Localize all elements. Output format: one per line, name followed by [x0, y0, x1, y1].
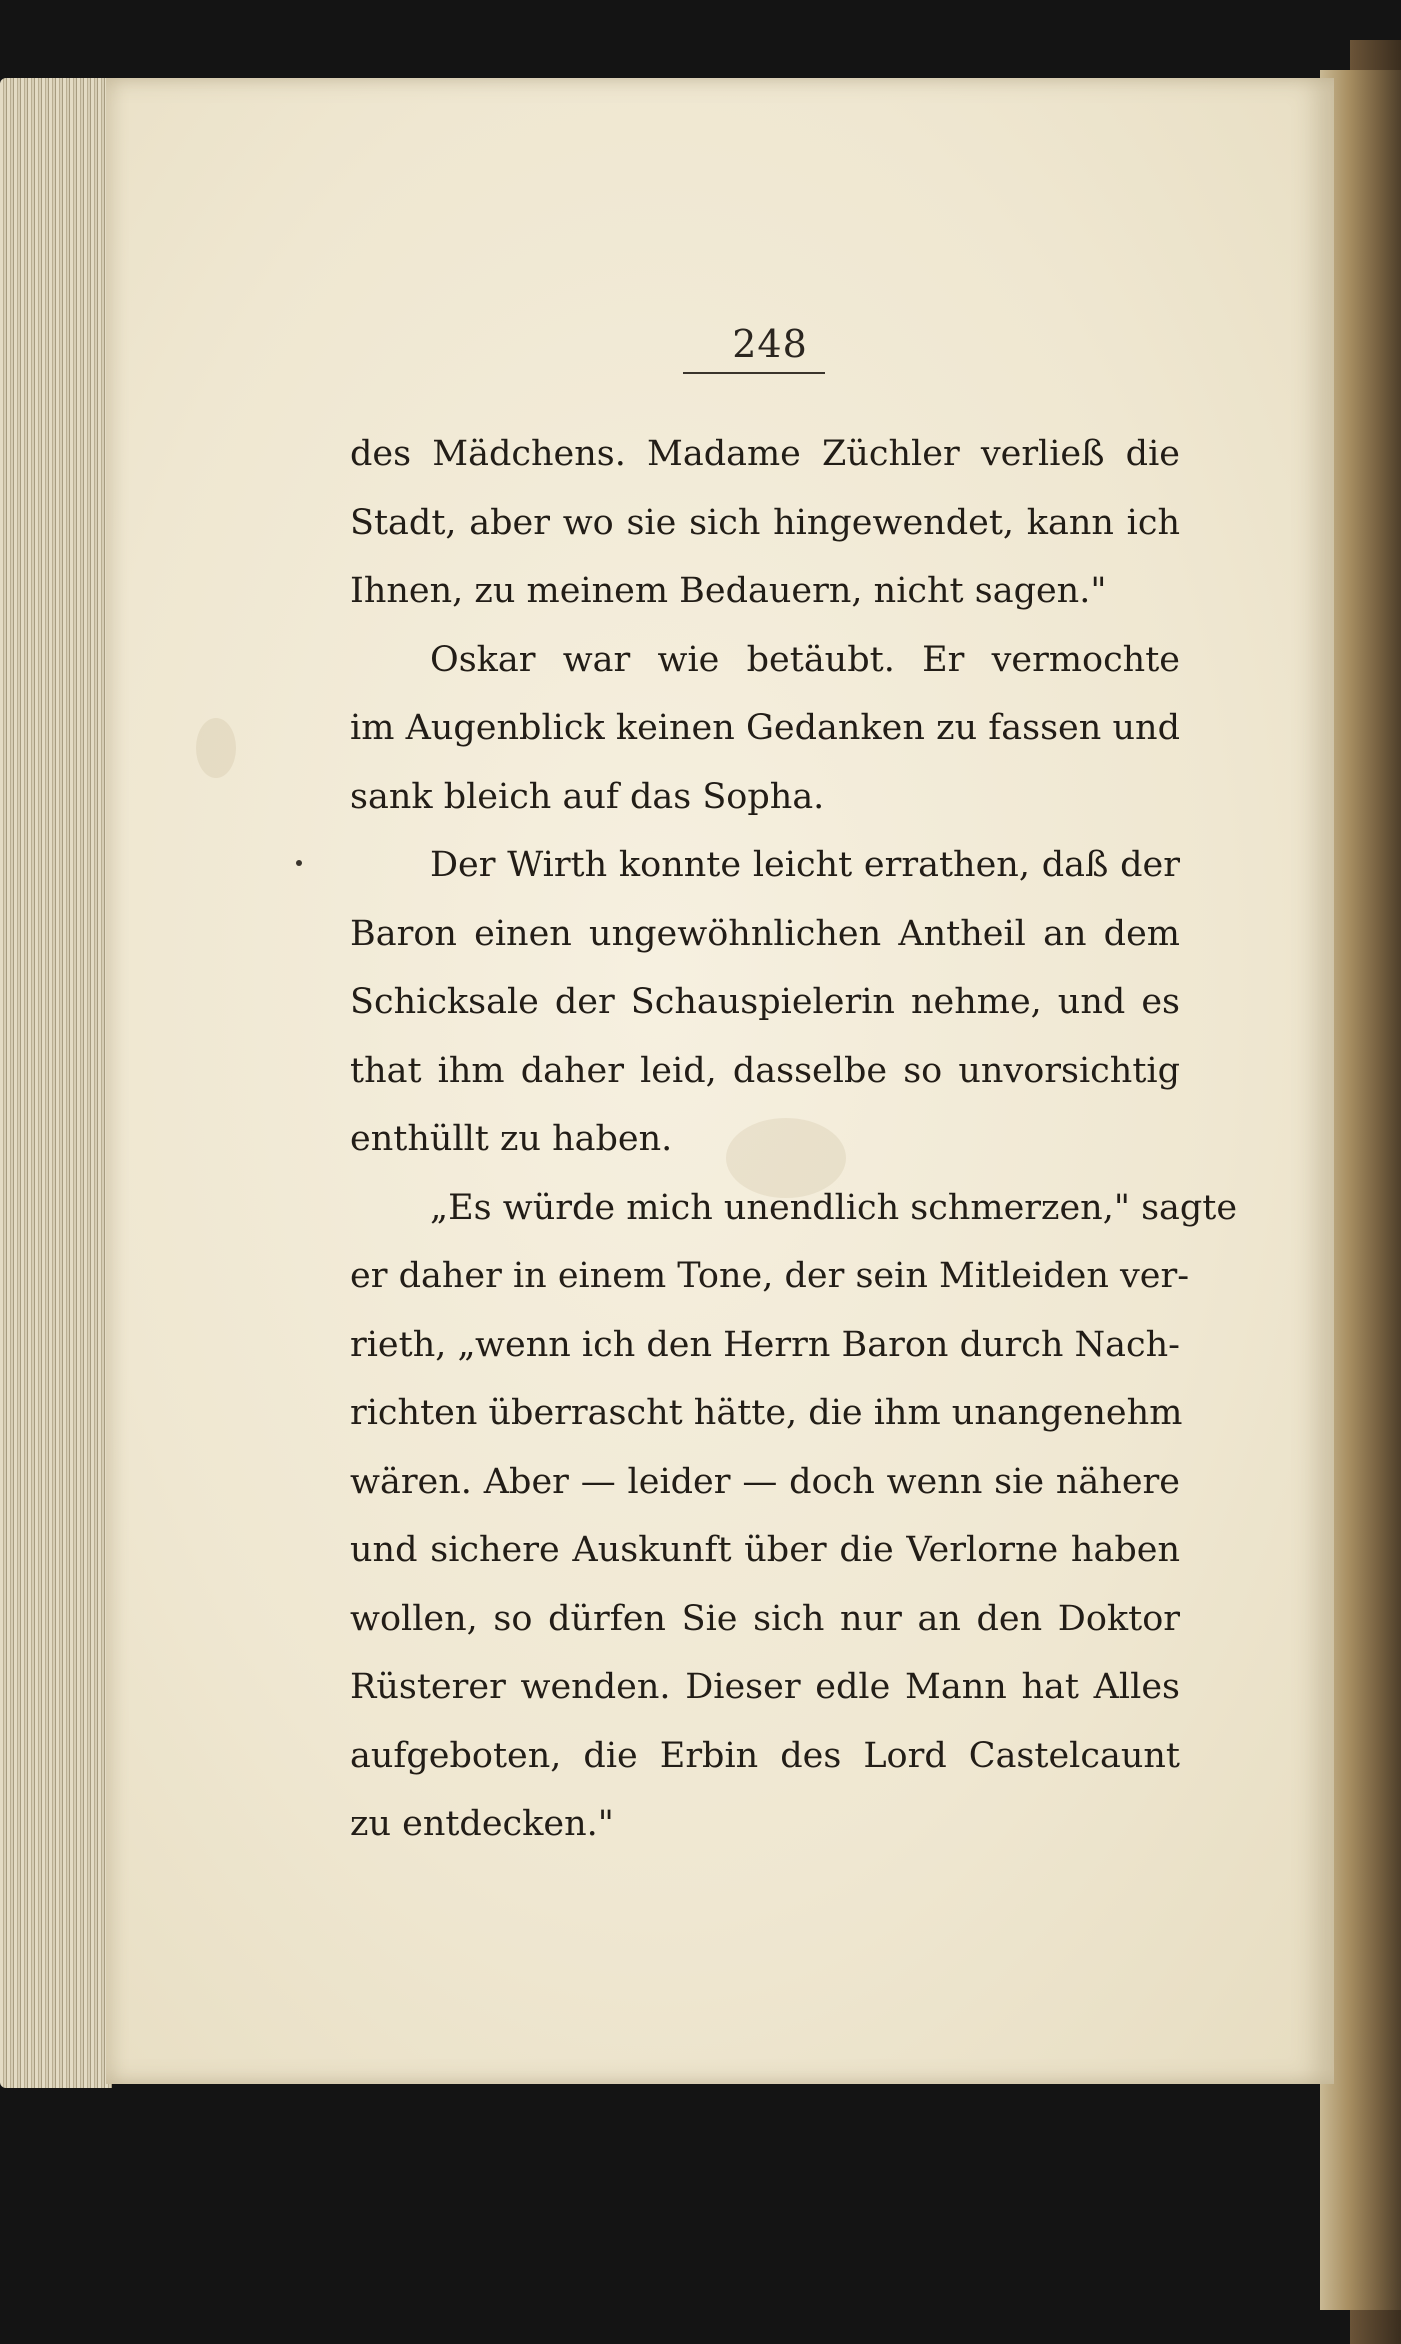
text-line: Rüsterer wenden. Dieser edle Mann hat Alles [350, 1667, 1180, 1707]
text-line: aufgeboten, die Erbin des Lord Castelcaunt [350, 1735, 1180, 1776]
text-line: er daher in einem Tone, der sein Mitleiden ver- [350, 1256, 1190, 1296]
text-line: wären. Aber — leider — doch wenn sie nähere [350, 1461, 1180, 1502]
header-rule [683, 372, 825, 374]
text-line: rieth, „wenn ich den Herrn Baron durch Nach- [350, 1324, 1180, 1365]
margin-mark [296, 860, 302, 866]
text-line: richten überrascht hätte, die ihm unangenehm [350, 1393, 1183, 1433]
page-edges [0, 78, 112, 2088]
text-line: wollen, so dürfen Sie sich nur an den Doktor [350, 1598, 1180, 1639]
text-line: Stadt, aber wo sie sich hingewendet, kann ich [350, 502, 1180, 543]
text-line: Baron einen ungewöhnlichen Antheil an dem [350, 913, 1180, 954]
text-line: sank bleich auf das Sopha. [350, 776, 825, 817]
text-line: Ihnen, zu meinem Bedauern, nicht sagen." [350, 571, 1107, 611]
text-line: that ihm daher leid, dasselbe so unvorsichtig [350, 1050, 1180, 1091]
text-line: enthüllt zu haben. [350, 1119, 673, 1159]
text-line: Oskar war wie betäubt. Er vermochte [430, 639, 1180, 680]
text-line: „Es würde mich unendlich schmerzen," sagte [430, 1187, 1238, 1228]
body-text [350, 420, 1238, 1859]
text-line: des Mädchens. Madame Züchler verließ die [350, 434, 1180, 474]
text-line: im Augenblick keinen Gedanken zu fassen und [350, 708, 1180, 748]
text-line: und sichere Auskunft über die Verlorne haben [350, 1530, 1180, 1570]
page-number: 248 [732, 322, 808, 366]
text-line: Schicksale der Schauspielerin nehme, und es [350, 982, 1180, 1022]
paper-stain [196, 718, 236, 778]
text-line: Der Wirth konnte leicht errathen, daß der [430, 845, 1180, 885]
text-line: zu entdecken." [350, 1804, 614, 1844]
